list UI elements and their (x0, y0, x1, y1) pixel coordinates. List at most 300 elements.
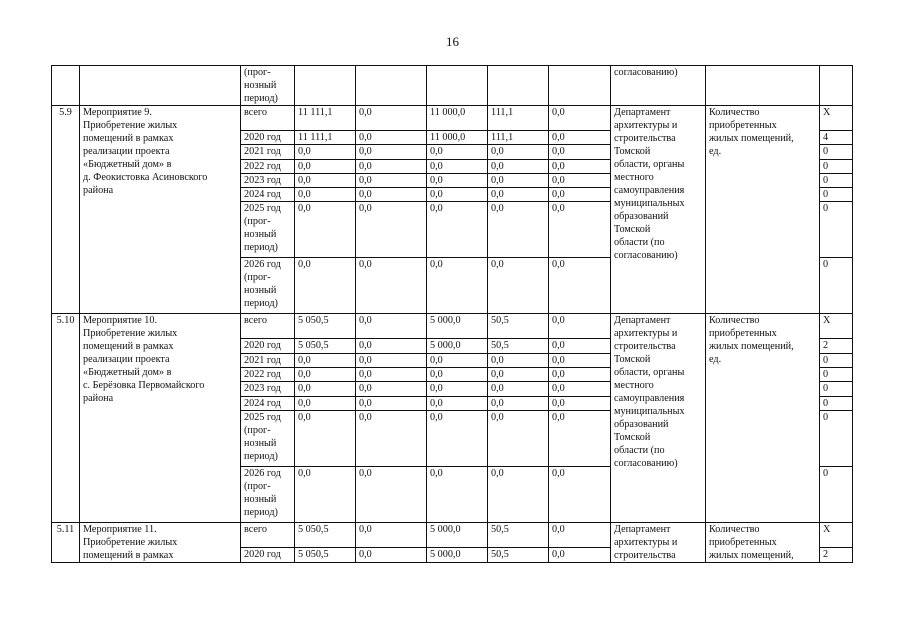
value-text: 0,0 (430, 411, 443, 423)
value-text: 5 000,0 (430, 523, 461, 535)
year-cell (241, 145, 295, 159)
value-v1 (295, 159, 356, 173)
value-text: 0,0 (298, 203, 311, 215)
year-cell (241, 382, 295, 396)
value-text: 0,0 (491, 369, 504, 381)
value-text: 0,0 (491, 259, 504, 271)
indicator-value (820, 339, 853, 353)
value-v2 (356, 131, 427, 145)
value-text: 50,5 (491, 315, 509, 327)
table-row (52, 522, 853, 547)
year-cell (241, 131, 295, 145)
event-line: Приобретение жилых (83, 328, 178, 340)
value-v5 (549, 188, 611, 202)
event-line: Мероприятие 10. (83, 315, 158, 327)
responsible-line: Департамент (614, 523, 671, 535)
value-cell-empty (295, 66, 356, 106)
value-v3 (427, 353, 488, 367)
value-text: 111,1 (491, 132, 514, 143)
value-text: 0,0 (552, 383, 565, 395)
year-cell (241, 202, 295, 258)
responsible-line: самоуправления (614, 185, 685, 196)
value-v1 (295, 106, 356, 131)
indicator-value-text: Х (823, 523, 831, 535)
value-text: 0,0 (430, 467, 443, 479)
event-line: реализации проекта (83, 146, 170, 157)
responsible-line: местного (614, 380, 654, 392)
responsible-line: области (по (614, 237, 665, 248)
value-text: 0,0 (491, 467, 504, 479)
value-v3 (427, 548, 488, 563)
year-line: период) (244, 298, 278, 310)
value-text: 0,0 (359, 146, 372, 158)
value-text: 0,0 (359, 397, 372, 409)
indicator-value (820, 159, 853, 173)
value-text: 0,0 (359, 203, 372, 215)
value-v5 (549, 131, 611, 145)
indicator-value-text: 2 (823, 340, 829, 352)
value-v3 (427, 396, 488, 410)
row-number-text: 5.9 (59, 107, 72, 118)
indicator-line: приобретенных (709, 328, 777, 340)
value-text: 0,0 (430, 383, 443, 395)
value-v2 (356, 159, 427, 173)
value-text: 0,0 (552, 523, 565, 535)
value-v5 (549, 314, 611, 339)
value-v5 (549, 353, 611, 367)
year-line: нозный (244, 437, 277, 449)
indicator-line: жилых помещений, (709, 341, 794, 353)
value-text: 111,1 (491, 107, 514, 118)
value-text: 0,0 (552, 411, 565, 423)
value-v5 (549, 466, 611, 522)
value-text: 0,0 (552, 259, 565, 271)
value-v1 (295, 353, 356, 367)
year-line: (прог- (244, 216, 271, 228)
year-line: 2020 год (244, 340, 281, 352)
value-text: 0,0 (359, 354, 372, 366)
event-line: Мероприятие 9. (83, 107, 152, 118)
year-line: (прог- (244, 424, 271, 436)
year-line: 2025 год (244, 203, 281, 215)
indicator-value (820, 522, 853, 547)
responsible-executor (611, 314, 706, 522)
value-v5 (549, 145, 611, 159)
row-number (52, 522, 80, 562)
value-text: 0,0 (552, 146, 565, 158)
indicator-value (820, 188, 853, 202)
responsible-line: муниципальных (614, 406, 685, 418)
event-line: «Бюджетный дом» в (83, 159, 172, 170)
event-description (80, 314, 241, 522)
value-text: 0,0 (359, 467, 372, 479)
value-v2 (356, 548, 427, 563)
value-text: 50,5 (491, 340, 509, 352)
value-v3 (427, 410, 488, 466)
value-v4 (488, 188, 549, 202)
value-v3 (427, 106, 488, 131)
year-line: 2024 год (244, 397, 281, 409)
value-text: 0,0 (491, 397, 504, 409)
year-line: 2020 год (244, 549, 281, 561)
year-line: 2023 год (244, 174, 281, 186)
value-v3 (427, 159, 488, 173)
responsible-line: Томской (614, 146, 651, 157)
indicator-value-text: 0 (823, 383, 829, 395)
year-line: всего (244, 523, 267, 535)
responsible-line: самоуправления (614, 393, 685, 405)
value-v5 (549, 202, 611, 258)
value-cell-empty (488, 66, 549, 106)
year-cell (241, 522, 295, 547)
value-v5 (549, 382, 611, 396)
value-text: 0,0 (359, 523, 372, 535)
value-text: 5 000,0 (430, 315, 461, 327)
value-v5 (549, 339, 611, 353)
table-body (52, 66, 853, 563)
indicator-value (820, 410, 853, 466)
event-line: с. Берёзовка Первомайского (83, 380, 205, 392)
value-text: 11 111,1 (298, 132, 333, 143)
indicator-line: Количество (709, 315, 760, 327)
value-text: 0,0 (359, 549, 372, 561)
value-v5 (549, 106, 611, 131)
value-text: 0,0 (552, 203, 565, 215)
value-text: 0,0 (298, 411, 311, 423)
value-cell-empty (356, 66, 427, 106)
value-v3 (427, 368, 488, 382)
event-cell-empty (80, 66, 241, 106)
value-text: 0,0 (359, 340, 372, 352)
value-text: 0,0 (430, 160, 443, 172)
value-text: 0,0 (552, 160, 565, 172)
value-text: 0,0 (552, 369, 565, 381)
year-line: (прог- (244, 272, 271, 284)
year-line: 2022 год (244, 369, 281, 381)
event-line: помещений в рамках (83, 133, 174, 144)
year-line: нозный (244, 80, 277, 91)
value-v1 (295, 466, 356, 522)
value-v4 (488, 173, 549, 187)
indicator-value (820, 396, 853, 410)
year-line: период) (244, 93, 278, 104)
value-v2 (356, 522, 427, 547)
value-v4 (488, 368, 549, 382)
value-v2 (356, 106, 427, 131)
value-v2 (356, 466, 427, 522)
value-text: 0,0 (298, 383, 311, 395)
year-cell (241, 106, 295, 131)
year-line: всего (244, 315, 267, 327)
event-line: района (83, 185, 114, 196)
year-line: 2026 год (244, 259, 281, 271)
value-text: 0,0 (359, 160, 372, 172)
page-number: 16 (446, 34, 459, 49)
value-text: 5 000,0 (430, 549, 461, 561)
indicator-value (820, 202, 853, 258)
value-text: 0,0 (359, 411, 372, 423)
responsible-cell (611, 66, 706, 106)
event-line: района (83, 393, 114, 405)
value-text: 0,0 (552, 189, 565, 201)
responsible-line: архитектуры и (614, 328, 678, 340)
value-text: 5 050,5 (298, 549, 329, 561)
value-text: 0,0 (359, 132, 372, 143)
value-v4 (488, 131, 549, 145)
responsible-line: строительства (614, 133, 676, 144)
value-text: 11 000,0 (430, 107, 466, 118)
value-text: 0,0 (430, 146, 443, 158)
year-cell (241, 548, 295, 563)
value-v1 (295, 410, 356, 466)
value-text: 11 111,1 (298, 107, 333, 118)
value-text: 11 000,0 (430, 132, 466, 143)
responsible-line: согласованию) (614, 250, 678, 261)
year-line: 2024 год (244, 189, 281, 201)
year-line: период) (244, 450, 278, 462)
value-v5 (549, 368, 611, 382)
value-v3 (427, 202, 488, 258)
value-v2 (356, 173, 427, 187)
responsible-line: архитектуры и (614, 536, 678, 548)
responsible-line: Томской (614, 432, 651, 444)
value-v3 (427, 258, 488, 314)
value-text: 0,0 (552, 174, 565, 186)
indicator-value-text: 0 (823, 189, 829, 201)
year-cell (241, 258, 295, 314)
responsible-line: образований (614, 419, 669, 431)
indicator-value-text: 0 (823, 397, 829, 409)
value-v1 (295, 382, 356, 396)
indicator-value (820, 368, 853, 382)
value-text: 0,0 (552, 315, 565, 327)
indicator-name (706, 522, 820, 562)
indicator-value-text: 0 (823, 354, 829, 366)
value-v4 (488, 353, 549, 367)
year-line: (прог- (244, 480, 271, 492)
value-v4 (488, 522, 549, 547)
value-v3 (427, 131, 488, 145)
event-description (80, 106, 241, 314)
responsible-line: Департамент (614, 107, 671, 118)
indicator-line: ед. (709, 146, 722, 157)
indicator-value-text: 0 (823, 369, 829, 381)
responsible-line: архитектуры и (614, 120, 678, 131)
indicator-value-text: 0 (823, 203, 829, 215)
indicator-value (820, 548, 853, 563)
value-cell-empty (427, 66, 488, 106)
year-cell (241, 188, 295, 202)
value-text: 0,0 (430, 174, 443, 186)
indicator-value (820, 353, 853, 367)
year-line: нозный (244, 285, 277, 297)
value-v4 (488, 410, 549, 466)
indicator-value-text: 0 (823, 411, 829, 423)
row-number-text: 5.11 (56, 523, 75, 535)
value-v2 (356, 368, 427, 382)
indicator-value-text: 0 (823, 160, 829, 172)
table-row (52, 106, 853, 131)
value-v4 (488, 314, 549, 339)
value-v1 (295, 548, 356, 563)
value-text: 0,0 (298, 146, 311, 158)
responsible-line: образований (614, 211, 669, 222)
year-line: нозный (244, 229, 277, 241)
value-v2 (356, 339, 427, 353)
value-v5 (549, 258, 611, 314)
value-v4 (488, 258, 549, 314)
year-cell (241, 314, 295, 339)
value-text: 0,0 (430, 203, 443, 215)
year-line: 2025 год (244, 411, 281, 423)
indicator-line: жилых помещений, (709, 549, 794, 561)
value-text: 0,0 (359, 107, 372, 118)
year-line: 2021 год (244, 354, 281, 366)
value-text: 0,0 (359, 315, 372, 327)
value-v2 (356, 202, 427, 258)
value-v5 (549, 410, 611, 466)
year-cell (241, 173, 295, 187)
responsible-text: согласованию) (614, 67, 678, 78)
year-cell (241, 66, 295, 106)
year-line: 2026 год (244, 467, 281, 479)
value-text: 0,0 (552, 132, 565, 143)
value-text: 0,0 (491, 160, 504, 172)
value-v4 (488, 466, 549, 522)
value-text: 0,0 (298, 369, 311, 381)
year-line: 2023 год (244, 383, 281, 395)
value-v1 (295, 188, 356, 202)
value-text: 0,0 (491, 354, 504, 366)
value-text: 5 000,0 (430, 340, 461, 352)
value-v3 (427, 339, 488, 353)
responsible-line: муниципальных (614, 198, 685, 209)
value-text: 0,0 (430, 189, 443, 201)
value-v3 (427, 522, 488, 547)
value-v3 (427, 314, 488, 339)
year-cell (241, 368, 295, 382)
value-v2 (356, 410, 427, 466)
indicator-value-empty (820, 66, 853, 106)
value-v3 (427, 173, 488, 187)
value-text: 5 050,5 (298, 315, 329, 327)
year-cell (241, 396, 295, 410)
indicator-line: приобретенных (709, 120, 777, 131)
indicator-line: Количество (709, 107, 760, 118)
year-line: 2022 год (244, 160, 281, 172)
value-text: 50,5 (491, 549, 509, 561)
value-text: 0,0 (491, 189, 504, 201)
year-cell (241, 410, 295, 466)
row-number (52, 314, 80, 522)
value-text: 0,0 (298, 354, 311, 366)
indicator-name (706, 314, 820, 522)
value-text: 0,0 (552, 340, 565, 352)
responsible-line: области, органы (614, 159, 685, 170)
value-v3 (427, 382, 488, 396)
value-text: 0,0 (552, 467, 565, 479)
responsible-line: области (по (614, 445, 665, 457)
value-text: 0,0 (298, 189, 311, 201)
indicator-line: ед. (709, 354, 722, 366)
value-cell-empty (549, 66, 611, 106)
year-line: период) (244, 506, 278, 518)
indicator-value-text: Х (823, 315, 831, 327)
value-v2 (356, 145, 427, 159)
event-line: Приобретение жилых (83, 536, 178, 548)
indicator-value-text: Х (823, 107, 831, 118)
value-v5 (549, 173, 611, 187)
indicator-value (820, 258, 853, 314)
event-line: реализации проекта (83, 354, 170, 366)
event-line: «Бюджетный дом» в (83, 367, 172, 379)
year-line: 2020 год (244, 132, 281, 143)
value-v3 (427, 145, 488, 159)
indicator-value (820, 173, 853, 187)
value-v2 (356, 396, 427, 410)
responsible-line: местного (614, 172, 654, 183)
year-cell (241, 353, 295, 367)
value-v1 (295, 145, 356, 159)
value-text: 0,0 (552, 107, 565, 118)
responsible-line: строительства (614, 341, 676, 353)
indicator-line: приобретенных (709, 536, 777, 548)
indicator-value-text: 0 (823, 146, 829, 158)
value-v1 (295, 396, 356, 410)
budget-table (51, 65, 853, 563)
responsible-line: согласованию) (614, 458, 678, 470)
responsible-executor (611, 522, 706, 562)
value-text: 0,0 (491, 383, 504, 395)
indicator-value-text: 0 (823, 467, 829, 479)
event-line: помещений в рамках (83, 549, 174, 561)
indicator-value (820, 106, 853, 131)
value-text: 0,0 (298, 174, 311, 186)
value-v5 (549, 159, 611, 173)
value-v3 (427, 188, 488, 202)
indicator-name (706, 106, 820, 314)
value-text: 0,0 (552, 354, 565, 366)
value-text: 0,0 (298, 259, 311, 271)
event-line: помещений в рамках (83, 341, 174, 353)
value-text: 0,0 (298, 397, 311, 409)
value-v1 (295, 173, 356, 187)
year-line: нозный (244, 493, 277, 505)
year-line: период) (244, 242, 278, 254)
indicator-value-text: 2 (823, 549, 829, 561)
value-text: 0,0 (298, 160, 311, 172)
indicator-line: жилых помещений, (709, 133, 794, 144)
value-v4 (488, 145, 549, 159)
indicator-value-text: 0 (823, 259, 829, 271)
value-v4 (488, 548, 549, 563)
responsible-line: Томской (614, 354, 651, 366)
value-text: 5 050,5 (298, 523, 329, 535)
responsible-line: Томской (614, 224, 651, 235)
value-v5 (549, 396, 611, 410)
value-v2 (356, 353, 427, 367)
value-v2 (356, 188, 427, 202)
responsible-line: области, органы (614, 367, 685, 379)
continued-row (52, 66, 853, 106)
year-cell (241, 466, 295, 522)
event-line: Приобретение жилых (83, 120, 178, 131)
value-text: 0,0 (359, 259, 372, 271)
value-v5 (549, 522, 611, 547)
indicator-value-text: 0 (823, 174, 829, 186)
value-text: 0,0 (430, 259, 443, 271)
num-cell-empty (52, 66, 80, 106)
